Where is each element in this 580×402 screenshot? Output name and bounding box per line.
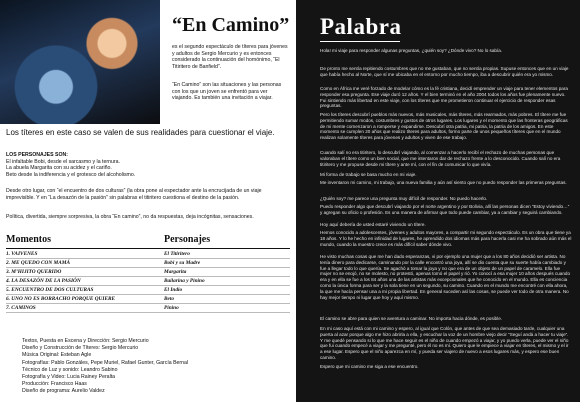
palabra-paragraph: ¿Quién soy? me parece una pregunta muy difícil de responder. No puedo hacerlo.: [320, 196, 488, 201]
credits-block: [22, 338, 292, 396]
palabra-paragraph: Hoy aquí debería de usted estaré viviendo un títere.: [320, 222, 426, 227]
moment-cell: 7. CAMINOS: [6, 305, 36, 311]
palabra-paragraph: Me inventaron mi camino, mi trabajo, una nueva familia y aún así siento que no puedo responder las primeras preguntas.: [320, 180, 567, 185]
lead-text: Los títeres en este caso se valen de sus realidades para cuestionar el viaje.: [6, 128, 275, 137]
palabra-paragraph: Puedo responder algo que descubrí viajando por el norte argentino y por Bolivia, allí las personas dicen “Estoy viviendo…” y agregan su oficio o profesión. Es una manera de afirmar que todo puede cambiar, ya a cambiar y seguirá cambiando.: [320, 204, 570, 215]
palabra-paragraph: Hola! mi viaje para responder algunas preguntas, ¿quién soy? ¿Dónde vivo? No lo sabía.: [320, 48, 503, 53]
palabra-paragraph: Cuando salí no era titiritero, lo descubrí viajando, al comenzar a hacerlo recibí el rechazo de muchas personas que valoraban el títere como un bien social, que me intentaron dar de rechazo frente a lo desconocido. Cuando salí no era titiritero y me propuse desde mi títere y ante mí, con el fin de comunicar lo que vivía.: [320, 150, 561, 167]
palabra-paragraph: En mi caso aquí está con mi camino y espero, al igual que Colón, que antes de que sea demasiado tarde, cualquier una puerta al azar porque algo me hizo abrirla a ella, y escuchar la voz de un hombre viejo decir “Seguí andá a hacer tu viaje”. Y me quedé pensando si lo que me hace seguir es el niño de cuando empezó a viajar, y yo puedo verla, puede ver el niño que fui cuando empecé a viajar y me pregunté, pero él no es mí. Quiero que le empiece a viajar en títeres, el mismo y el ir a ese lugar. Espero que el niño aparezca en mí, y pueda ser viajero de nuevo a esos lugares más, y espero ese buen camino.: [320, 326, 569, 360]
character-line: La abuela Margarita con su acidez y el cariño.: [6, 165, 112, 172]
table-row: [6, 295, 290, 304]
table-row: [6, 268, 290, 277]
moment-cell: 2. ME QUEDO CON MAMÁ: [6, 260, 71, 266]
moment-cell: 3. M’HIJITO QUERIDO: [6, 269, 62, 275]
table-row: [6, 259, 290, 268]
character-cell: Bailarina y Pinino: [164, 278, 205, 284]
title-underline: [320, 41, 400, 42]
credit-line: Producción: Francisco Haas: [22, 381, 87, 388]
moment-cell: 6. UNO NO ES BORRACHO PORQUE QUIERE: [6, 296, 116, 302]
table-row: [6, 286, 290, 295]
table-row: [6, 304, 290, 313]
intro-paragraph-1: es el segundo espectáculo de títeres para jóvenes y adultos de Sergio Mercurio y es entonces considerado la continuación del homónimo, “El Titiritero de Banfield”.: [172, 44, 288, 70]
show-title: “En Camino”: [172, 14, 290, 36]
character-cell: Margarita: [164, 269, 187, 275]
intro-paragraph-2: “En Camino” son las situaciones y las personas con los que un joven se enfrentó para ver viajando. Es también una invitación a viajar.: [172, 82, 282, 102]
moment-cell: 5. ENCUENTRO DE DOS CULTURAS: [6, 287, 94, 293]
moments-table: [6, 250, 290, 313]
palabra-paragraph: El camino se abre para quien se aventura a caminar. No importa hacia dónde, es posible.: [320, 316, 503, 321]
moment-cell: 1. VAIVENES: [6, 251, 38, 257]
table-row: [6, 250, 290, 259]
politica-paragraph: Política, divertida, siempre sorpresiva, la obra “En camino”, no da respuestas, deja incógnitas, sensaciones.: [6, 214, 254, 220]
credit-line: Música Original: Esteban Agle: [22, 352, 92, 359]
desde-paragraph: Desde otro lugar, con “el encuentro de dos culturas” (la obra pone al espectador ante la encrucijada de un viaje imprevisible. Y en “La desazón de la pasión” sin palabras el titiritero cuestiona el destino de la pasión.: [6, 188, 262, 201]
credit-line: Técnico de Luz y sonido: Leandro Sabino: [22, 366, 118, 373]
palabra-title: Palabra: [320, 14, 402, 39]
credit-line: Diseño de programa: Aurelio Valdez: [22, 388, 105, 395]
character-cell: El Titiritero: [164, 251, 190, 257]
moments-column-header: Momentos: [6, 234, 51, 245]
credit-line: Fotografía y Video: Lucia Rainey Peralta: [22, 374, 116, 381]
characters-column-header: Personajes: [164, 234, 211, 245]
credit-line: Textos, Puesta en Escena y Dirección: Sergio Mercurio: [22, 338, 149, 344]
character-cell: Bobi y su Madre: [164, 260, 201, 266]
credit-line: Diseño y Construcción de Títeres: Sergio Mercurio: [22, 345, 139, 352]
palabra-paragraph: De pronto me sentía repitiendo costumbres que no me gustaban, que no sentía propias. Supuse entonces que en un viaje que había hecho al Norte, que sí me ubicaba en el entorno por mucho tiempo, iba a descubrir quién era yo mismo.: [320, 66, 569, 77]
palabra-paragraph: Hemos conocido a adolescentes, jóvenes y adultos mayores, a compartir mi segundo espectáculo. Es un obra que tiene ya 18 años. Y lo he hecho en infinidad de lugares, he aprendido dos idiomas más para hacerla casi me ha sobrado aún más el mundo, cuando la muestro crece es más difícil saber dónde vivo.: [320, 230, 572, 247]
puppet-photo: [0, 0, 160, 124]
palabra-paragraph: He visto muchas cosas que me han dado esperanzas, vi por ejemplo una mujer que a los 80 años decidió ser artista. No tenía dinero para dedicarse, caminando por la calle encontró una joya, allí se dio cuenta que su suerte había cambiado y fue a llegar todo lo que quería. Se agachó a tomar la joya y no que era de un objeto de un papel de caramelo. Ella fue mujer no se enojó, no se molesto, no protestó, apenas tomó el papel y rió. Yo conocí a esa mujer 10 años después cuando era y en ella se fue a los 84 años una de las artistas más excepcionales que he conocido en el mundo. Ella es conciencia como la única forma para ser y la sola tiene en un segundo, su camino. Cuando en el mundo me encontré con ella ahora, la que me hacía pensar una a mi propia libertad. En general suceden así las cosas, se puede ver todo de otra manera. No hay mejor tiempo ni lugar que hoy y aquí mismo.: [320, 254, 571, 300]
character-line: Beto desde la indiferencia y el grotesco del alcoholismo.: [6, 171, 136, 178]
characters-heading: LOS PERSONAJES SON:: [6, 152, 68, 158]
moment-cell: 4. LA DESAZÓN DE LA PASIÓN: [6, 278, 81, 284]
characters-block: [6, 152, 290, 178]
moments-table-header: [6, 234, 290, 249]
palabra-paragraph: Mi forma de trabajo se basa mucho en mi viaje.: [320, 172, 417, 177]
character-cell: Pinino: [164, 305, 179, 311]
character-cell: Beto: [164, 296, 175, 302]
palabra-paragraph: Como en África me veré forzado de modelar cómo es la fé cristiana, decidí emprender un viaje para tener elementos para responder esa pregunta. Ese viaje duró 12 años. Y el bien terminó en el año 2004 todos los años fue plenamente nuevo. Fui sintiendo más libertad en este viaje, con los títeres que me prometieron continuar el ejercicio de responder esas preguntas.: [320, 86, 568, 109]
credit-line: Fotografías: Pablo Gonzáles, Pepe Muriel, Rafael Gunter, García Bernal: [22, 359, 189, 366]
table-row: [6, 277, 290, 286]
character-line: El infaltable Bobi, desde el sarcasmo y la ternura.: [6, 158, 120, 165]
palabra-paragraph: Espero que mi camino me siga a ese encuentro.: [320, 364, 419, 369]
character-cell: El Indio: [164, 287, 183, 293]
palabra-paragraph: Pero los títeres descubrí pueblos más nuevos, más musicales, más títeres, más rearmados, más pobres. El títere me fue permitiendo sumar modos, costumbres y gustos de otros lugares. Los lugares y el momento que las fronteras geográficas de mi mente comenzaron a romperse y expandirse. Descubrí otra patria, mi patria, la patria de los amigos. En este momento se cumplen 20 años que realizo títeres para adultos, formo parte de unos pequeños títeres que en el mundo realizan solamente títeres para jóvenes y adultos y viven de ese trabajo.: [320, 112, 568, 141]
